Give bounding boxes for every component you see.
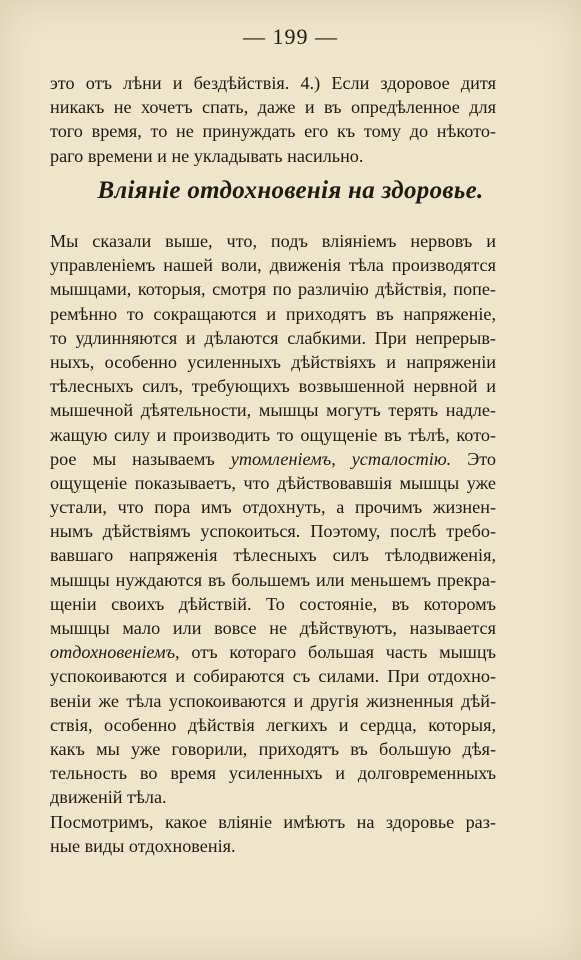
text-line: раго времени и не укладывать насильно. — [50, 145, 364, 166]
text-line-with-emphasis — [50, 640, 496, 664]
text-line: ныхъ, особенно усиленныхъ дѣйствіяхъ и напряженіи — [50, 351, 496, 372]
text-line: мышцы нуждаются въ большемъ или меньшемъ прекра- — [50, 569, 496, 590]
text-segment: Это — [451, 448, 496, 469]
emphasized-text: отдохновеніемъ, — [50, 642, 180, 663]
text-line: устали, что пора имъ отдохнуть, а прочимъ жизнен- — [50, 497, 496, 518]
text-line: то удлинняются и дѣлаются слабкими. При непрерыв- — [50, 327, 496, 348]
main-paragraph — [50, 229, 496, 858]
top-paragraph — [50, 71, 496, 168]
text-line: ремѣнно то сокращаются и приходятъ въ напряженіе, — [50, 303, 496, 324]
text-line: ощущеніе показываетъ, что дѣйствовавшія мышцы уже — [50, 472, 496, 493]
emphasized-text: утомленіемъ, усталостію. — [230, 448, 452, 469]
text-line: Мы сказали выше, что, подъ вліяніемъ нервовъ и — [50, 231, 496, 251]
text-line: тельность во время усиленныхъ и долговременныхъ — [50, 763, 496, 784]
text-line: вавшаго напряженія тѣлесныхъ силъ тѣлодвиженія, — [50, 545, 496, 566]
text-line: движеній тѣла. — [50, 787, 167, 808]
text-line: это отъ лѣни и бездѣйствія. 4.) Если здоровое дитя — [50, 73, 496, 93]
text-line: управленіемъ нашей воли, движенія тѣла производятся — [50, 255, 496, 276]
text-line: щеніи своихъ дѣйствій. То состояніе, въ которомъ — [50, 593, 496, 614]
text-line: нымъ дѣйствіямъ успокоиться. Поэтому, послѣ требо- — [50, 521, 496, 542]
text-line: мышечной дѣятельности, мышцы могутъ терять надле- — [50, 400, 496, 421]
section-title: Вліяніе отдохновенія на здоровье. — [97, 177, 484, 204]
text-line: успокоиваются и собираются съ силами. При отдохно- — [50, 666, 496, 687]
text-line: тѣлесныхъ силъ, требующихъ возвышенной нервной и — [50, 376, 496, 397]
text-line: веніи же тѣла успокоиваются и другія жизненныя дѣй- — [50, 690, 496, 711]
text-segment: рое мы называемъ — [50, 448, 231, 469]
text-line: Посмотримъ, какое вліяніе имѣютъ на здоровье раз- — [50, 811, 496, 832]
text-line: мышцы мало или вовсе не дѣйствуютъ, называется — [50, 618, 496, 638]
text-line: ные виды отдохновенія. — [50, 835, 236, 856]
text-line-with-emphasis — [50, 447, 496, 471]
text-line: того время, то не принуждать его къ тому до нѣкото- — [50, 121, 496, 142]
text-line: какъ мы уже говорили, приходятъ въ большую дѣя- — [50, 738, 496, 759]
text-line: мышцами, которыя, смотря по различію дѣйствія, попе- — [50, 279, 496, 300]
text-line: никакъ не хочетъ спать, даже и въ опредѣленное для — [50, 97, 496, 118]
text-line: ствія, особенно дѣйствія легкихъ и сердца, которыя, — [50, 714, 496, 735]
text-line: жащую силу и производить то ощущеніе въ тѣлѣ, кото- — [50, 424, 496, 445]
text-segment: отъ котораго большая часть мышцъ — [179, 642, 496, 663]
page-number-header: — 199 — — [243, 24, 338, 49]
